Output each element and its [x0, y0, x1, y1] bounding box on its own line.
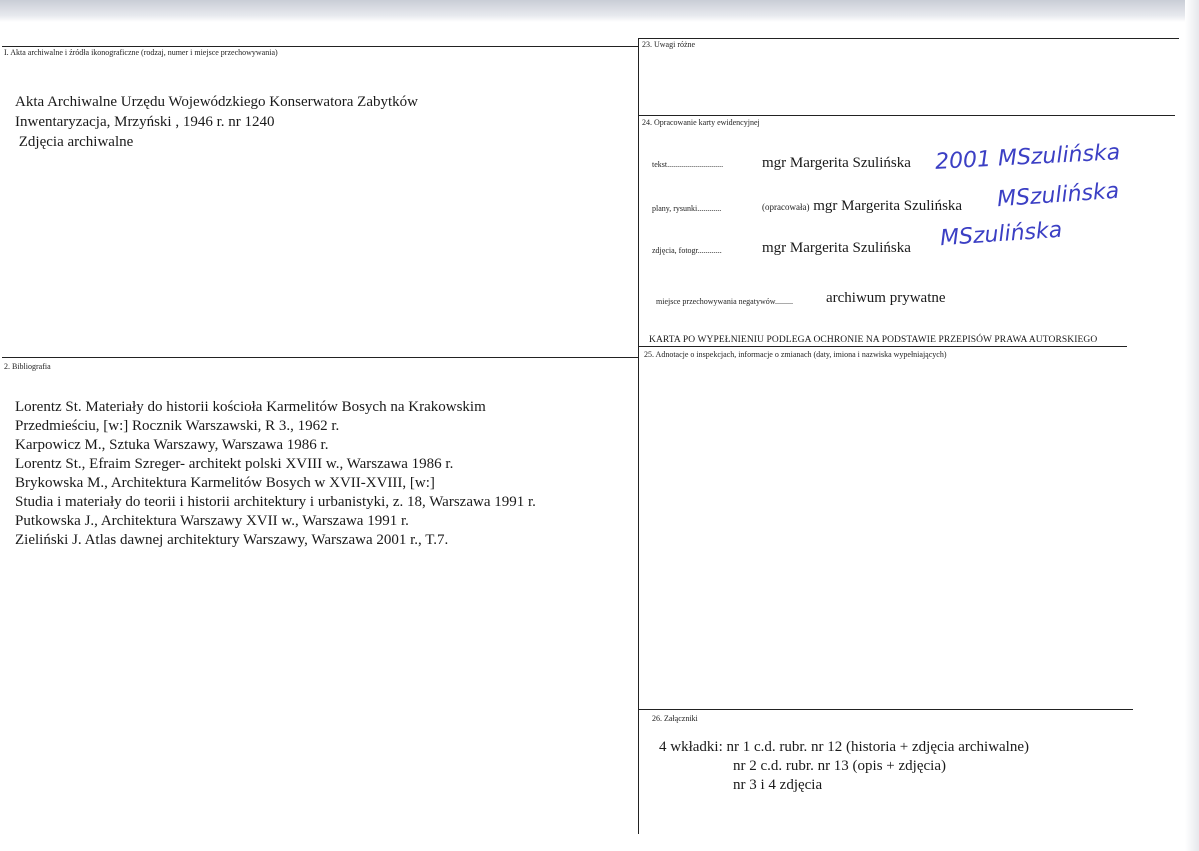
section1-label: I. Akta archiwalne i źródła ikonograficzne (rodzaj, numer i miejsce przechowywania) [4, 48, 278, 57]
top-border-right [639, 38, 1179, 39]
section1-line-2: Inwentaryzacja, Mrzyński , 1946 r. nr 1240 [15, 114, 275, 130]
miejsce-label: miejsce przechowywania negatywów......... [656, 297, 793, 306]
top-border-left [2, 46, 639, 47]
section26-label: 26. Załączniki [652, 714, 698, 723]
zdjecia-value: mgr Margerita Szulińska [762, 240, 911, 256]
divider-23-24 [639, 115, 1175, 116]
miejsce-value: archiwum prywatne [826, 290, 946, 306]
zdjecia-signature: MSzulińska [939, 217, 1064, 252]
bibliography-line-3: Karpowicz M., Sztuka Warszawy, Warszawa 1986 r. [15, 437, 329, 453]
plany-signature: MSzulińska [996, 178, 1121, 213]
divider-25-26 [639, 709, 1133, 710]
bibliography-line-5: Brykowska M., Architektura Karmelitów Bosych w XVII-XVIII, [w:] [15, 475, 435, 491]
attachments-line-2: nr 2 c.d. rubr. nr 13 (opis + zdjęcia) [733, 758, 946, 774]
divider-1-2 [2, 357, 639, 358]
plany-label: plany, rysunki............ [652, 204, 722, 213]
copyright-notice: KARTA PO WYPEŁNIENIU PODLEGA OCHRONIE NA PODSTAWIE PRZEPISÓW PRAWA AUTORSKIEGO [649, 335, 1098, 345]
plany-value [762, 198, 962, 215]
tekst-value: mgr Margerita Szulińska [762, 155, 911, 171]
section24-label: 24. Opracowanie karty ewidencyjnej [642, 118, 760, 127]
scan-right-edge [1185, 0, 1199, 851]
plany-name: mgr Margerita Szulińska [809, 198, 963, 214]
section2-label: 2. Bibliografia [4, 362, 51, 371]
section23-label: 23. Uwagi różne [642, 40, 696, 49]
attachments-line-1: 4 wkładki: nr 1 c.d. rubr. nr 12 (historia + zdjęcia archiwalne) [659, 739, 1030, 755]
bibliography-line-6: Studia i materiały do teorii i historii architektury i urbanistyki, z. 18, Warszawa 1991 r. [15, 494, 536, 510]
section1-line-3: Zdjęcia archiwalne [15, 134, 134, 150]
tekst-signature: 2001 MSzulińska [934, 140, 1121, 175]
tekst-label: tekst............................ [652, 160, 724, 169]
plany-prefix: (opracowała) [762, 202, 810, 212]
divider-24-25 [639, 346, 1127, 347]
center-divider [638, 38, 639, 834]
bibliography-line-4: Lorentz St., Efraim Szreger- architekt polski XVIII w., Warszawa 1986 r. [15, 456, 454, 472]
bibliography-line-8: Zieliński J. Atlas dawnej architektury Warszawy, Warszawa 2001 r., T.7. [15, 532, 449, 548]
zdjecia-label: zdjęcia, fotogr............ [652, 246, 722, 255]
bibliography-line-2: Przedmieściu, [w:] Rocznik Warszawski, R 3., 1962 r. [15, 418, 340, 434]
bibliography-line-7: Putkowska J., Architektura Warszawy XVII w., Warszawa 1991 r. [15, 513, 409, 529]
section1-line-1: Akta Archiwalne Urzędu Wojewódzkiego Konserwatora Zabytków [15, 94, 418, 110]
attachments-line-3: nr 3 i 4 zdjęcia [733, 777, 823, 793]
bibliography-line-1: Lorentz St. Materiały do historii kościoła Karmelitów Bosych na Krakowskim [15, 399, 486, 415]
section25-label: 25. Adnotacje o inspekcjach, informacje o zmianach (daty, imiona i nazwiska wypełniających) [644, 350, 947, 359]
scan-top-edge [0, 0, 1199, 22]
